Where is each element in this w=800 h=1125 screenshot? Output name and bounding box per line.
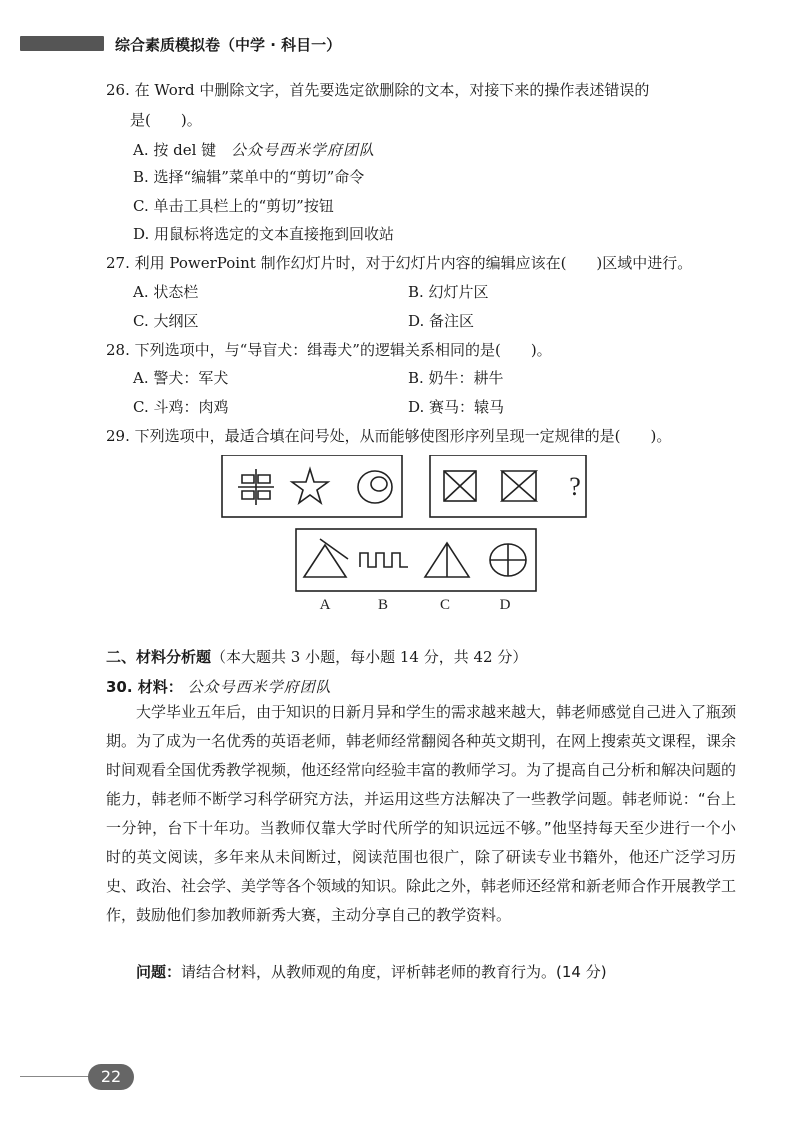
cross-squares-shape: [238, 469, 274, 505]
header-bar: [20, 36, 104, 51]
q26-option-c: C. 单击工具栏上的“剪切”按钮: [133, 197, 334, 215]
q30-material-paragraph: 大学毕业五年后，由于知识的日新月异和学生的需求越来越大，韩老师感觉自己进入了瓶颈期。为了成为一名优秀的英语老师，韩老师经常翻阅各种英文期刊，在网上搜索英文课程，课余时间观看全国优秀教学视频，他还经常向经验丰富的教师学习。为了提高自己分析和解决问题的能力，韩老师不断学习科学研究方法，并运用这些方法解决了一些教学问题。韩老师说：“台上一分钟，台下十年功。当教师仅靠大学时代所学的知识远远不够。”他坚持每天至少进行一个小时的英文阅读，多年来从未间断过，阅读范围也很广，除了研读专业书籍外，他还广泛学习历史、政治、社会学、美学等各个领域的知识。除此之外，韩老师还经常和新老师合作开展教学工作，鼓励他们参加教师新秀大赛，主动分享自己的教学资料。: [106, 703, 737, 924]
q26-stem-2: 是( )。: [130, 111, 202, 129]
page-number: 22: [88, 1064, 134, 1090]
option-b-shape: [360, 553, 408, 567]
answer-label-c: C: [439, 597, 451, 613]
square-x-shape: [444, 471, 476, 501]
q30-question-label: 问题：: [136, 963, 182, 981]
q28-option-b: B. 奶牛：耕牛: [408, 369, 504, 387]
figure-panel-left: [222, 455, 402, 517]
answer-label-a: A: [319, 597, 331, 613]
q27-option-c: C. 大纲区: [133, 312, 199, 330]
q27-option-b: B. 幻灯片区: [408, 283, 489, 301]
q26-option-a: [133, 140, 375, 160]
bowtie-shape: [502, 471, 536, 501]
option-a-shape: [304, 539, 348, 577]
answer-label-b: B: [377, 597, 389, 613]
q26-option-d: D. 用鼠标将选定的文本直接拖到回收站: [133, 225, 395, 243]
footer-divider: [20, 1076, 90, 1077]
q27-option-d: D. 备注区: [408, 312, 475, 330]
q27-option-a: A. 状态栏: [133, 283, 199, 301]
q30-label: 30. 材料：: [106, 678, 183, 696]
q29-figure: [220, 455, 590, 615]
q28-option-a: A. 警犬：军犬: [133, 369, 229, 387]
q30-question: [136, 962, 607, 982]
header-title: 综合素质模拟卷（中学 · 科目一）: [115, 36, 342, 54]
q30-question-text: 请结合材料，从教师观的角度，评析韩老师的教育行为。(14 分): [181, 963, 607, 981]
option-d-shape: [490, 544, 526, 576]
q27-stem: 27. 利用 PowerPoint 制作幻灯片时，对于幻灯片内容的编辑应该在( )区域中进行。: [106, 254, 693, 272]
section-title: [106, 647, 527, 667]
question-mark: ?: [569, 472, 581, 501]
star-shape: [292, 469, 328, 503]
watermark: 公众号西米学府团队: [187, 678, 332, 696]
watermark: 公众号西米学府团队: [230, 141, 375, 159]
figure-panel-right: [430, 455, 586, 517]
q30-label-line: [106, 677, 332, 697]
q28-option-c: C. 斗鸡：肉鸡: [133, 398, 229, 416]
option-c-shape: [425, 543, 469, 577]
q26-option-a-text: A. 按 del 键: [133, 141, 217, 159]
q29-stem: 29. 下列选项中，最适合填在问号处，从而能够使图形序列呈现一定规律的是( )。: [106, 427, 672, 445]
circle-curl-shape: [358, 471, 392, 503]
answer-label-d: D: [499, 597, 511, 613]
section-title-text: 二、材料分析题: [106, 648, 212, 666]
section-note: （本大题共 3 小题，每小题 14 分，共 42 分）: [211, 648, 528, 666]
q28-option-d: D. 赛马：辕马: [408, 398, 505, 416]
q28-stem: 28. 下列选项中，与“导盲犬：缉毒犬”的逻辑关系相同的是( )。: [106, 341, 552, 359]
q26-stem-1: 26. 在 Word 中删除文字，首先要选定欲删除的文本，对接下来的操作表述错误的: [106, 81, 650, 99]
q26-option-b: B. 选择“编辑”菜单中的“剪切”命令: [133, 168, 365, 186]
